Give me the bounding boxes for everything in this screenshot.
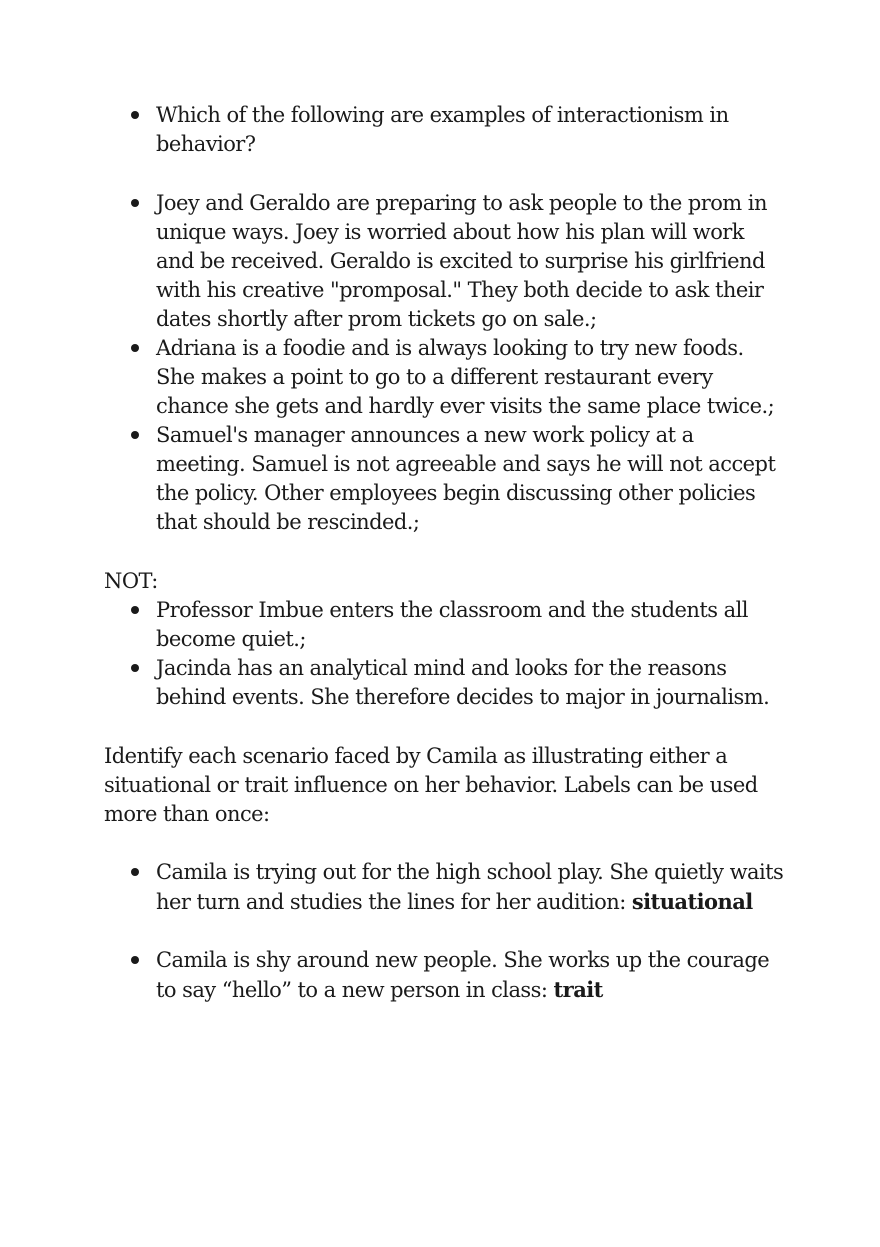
incorrect-examples-list [104,596,784,712]
bullet-icon [131,956,139,964]
list-item [104,189,784,334]
bullet-icon [131,431,139,439]
correct-examples-list [104,189,784,537]
bullet-icon [131,199,139,207]
bullet-icon [131,664,139,672]
list-item [104,654,784,712]
bullet-icon [131,868,139,876]
list-item [104,596,784,654]
scenario-2-list [104,946,784,1005]
bullet-icon [131,111,139,119]
correct-example-joey-geraldo: Joey and Geraldo are preparing to ask people to the prom in unique ways. Joey is worried about how his plan will work and be received. Geraldo is excited to surprise his girlfriend with his creative "promposal." They both decide to ask their dates shortly after prom tickets go on sale.; [156,191,767,331]
scenario-1-answer: situational [631,889,753,914]
list-item [104,334,784,421]
list-item [104,946,784,1005]
incorrect-example-professor: Professor Imbue enters the classroom and the students all become quiet.; [156,598,748,651]
list-item [104,858,784,917]
scenario-2-text: Camila is shy around new people. She works up the courage to say “hello” to a new person in class: [156,948,770,1002]
incorrect-example-jacinda: Jacinda has an analytical mind and looks for the reasons behind events. She therefore decides to major in journalism. [156,656,770,709]
correct-example-adriana: Adriana is a foodie and is always looking to try new foods. She makes a point to go to a different restaurant every chance she gets and hardly ever visits the same place twice.; [156,336,775,418]
not-label: NOT: [104,569,158,593]
list-item [104,421,784,537]
question1-prompt-item [104,101,784,159]
scenario-2-answer: trait [553,977,603,1002]
bullet-icon [131,606,139,614]
bullet-icon [131,344,139,352]
scenario-1-list [104,858,784,917]
question1-prompt: Which of the following are examples of interactionism in behavior? [156,103,729,156]
correct-example-samuel: Samuel's manager announces a new work policy at a meeting. Samuel is not agreeable and says he will not accept the policy. Other employees begin discussing other policies that should be rescinded.; [156,423,776,534]
question2-prompt: Identify each scenario faced by Camila as illustrating either a situational or trait influence on her behavior. Labels can be used more than once: [104,744,758,826]
question1-prompt-list [104,101,784,159]
scenario-1-text: Camila is trying out for the high school play. She quietly waits her turn and studies the lines for her audition: [156,860,784,914]
